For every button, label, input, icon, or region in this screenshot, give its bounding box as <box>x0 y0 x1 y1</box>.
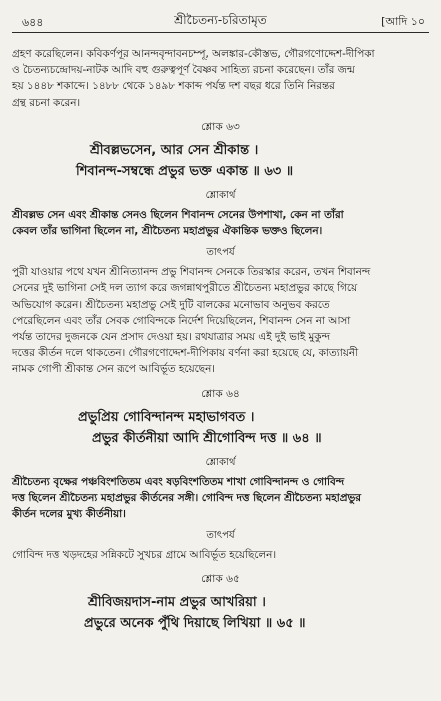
purport-label: তাৎপর্য <box>206 530 235 542</box>
text-line: ও চৈতন্যচন্দ্রোদয়-নাটক আদি বহু গুরুত্বপূর্ণ বৈষ্ণব সাহিত্য রচনা করেছেন। তাঁর জন্ম <box>12 64 355 77</box>
verse-line: শিবানন্দ-সম্বন্ধে প্রভুর ভক্ত একান্ত ॥ ৬৩ ॥ <box>76 163 294 179</box>
purport-line: পর্যন্ত তাদের দুজনকে যেন প্রসাদ দেওয়া হয়। রথযাত্রার সময় এই দুই ভাই মুকুন্দ <box>12 331 330 344</box>
verse-line: প্রভুরে অনেক পুঁথি দিয়াছে লিখিয়া ॥ ৬৫ ॥ <box>84 616 306 632</box>
page-number: ৬৪৪ <box>22 16 44 29</box>
verse-section-65 <box>12 572 429 634</box>
verse-line: শ্রীবিজয়দাস-নাম প্রভুর আখরিয়া । <box>88 595 266 611</box>
translation-line: শ্রীচৈতন্য বৃক্ষের পঞ্চবিংশতিতম এবং ষড়বিংশতিতম শাখা গোবিন্দানন্দ ও গোবিন্দ <box>12 475 345 488</box>
translation-label: শ্লোকার্থ <box>205 456 236 468</box>
text-line: হয় ১৪৪৮ শকাব্দে। ১৪৮৮ থেকে ১৪৯৮ শকাব্দ পর্যন্ত দশ বছর ধরে তিনি নিরন্তর <box>12 80 335 93</box>
verse-section-64 <box>12 387 429 564</box>
translation-line: কেবল তাঁর ভাগিনা ছিলেন না, শ্রীচৈতন্য মহাপ্রভুর ঐকান্তিক ভক্তও ছিলেন। <box>12 225 323 238</box>
purport-line: নামক গোপী শ্রীকান্ত সেন রূপে আবির্ভূত হয়েছেন। <box>12 363 216 376</box>
verse-line: প্রভুপ্রিয় গোবিন্দানন্দ মহাভাগবত । <box>78 409 255 425</box>
verse-heading: শ্লোক ৬৪ <box>201 387 240 400</box>
purport-line: পেরেছিলেন এবং তাঁর সেবক গোবিন্দকে নির্দেশ দিয়েছিলেন, শিবানন্দ সেন না আসা <box>12 314 351 327</box>
purport-line: সেনের দুই ভাগিনা সেই দল ত্যাগ করে জগন্নাথপুরীতে শ্রীচৈতন্য মহাপ্রভুর কাছে গিয়ে <box>12 282 358 295</box>
translation-line: শ্রীবল্লভ সেন এবং শ্রীকান্ত সেনও ছিলেন শিবানন্দ সেনের উপশাখা, কেন না তাঁরা <box>12 208 344 221</box>
verse-line: শ্রীবল্লভসেন, আর সেন শ্রীকান্ত । <box>90 142 259 158</box>
running-title: শ্রীচৈতন্য-চরিতামৃত <box>174 13 267 27</box>
translation-label: শ্লোকার্থ <box>205 189 236 201</box>
text-line: গ্রন্থ রচনা করেন। <box>12 96 81 109</box>
purport-line: অভিযোগ করেন। শ্রীচৈতন্য মহাপ্রভু সেই দুটি বালকের মনোভাব অনুভব করতে <box>12 298 330 311</box>
chapter-marker: [আদি ১০ <box>381 15 425 28</box>
intro-paragraph <box>12 46 429 111</box>
verse-section-63 <box>12 120 429 378</box>
translation-line: কীর্তন দলের মুখ্য কীর্তনীয়া। <box>12 508 126 521</box>
purport-line: পুরী যাওয়ার পথে যখন শ্রীনিত্যানন্দ প্রভু শিবানন্দ সেনকে তিরস্কার করেন, তখন শিবানন্দ <box>12 266 371 279</box>
verse-heading: শ্লোক ৬৩ <box>201 120 240 133</box>
purport-label: তাৎপর্য <box>206 247 235 259</box>
page-header <box>12 6 429 33</box>
purport-line: গোবিন্দ দত্ত খড়দহের সন্নিকটে সুখচর গ্রামে আবির্ভূত হয়েছিলেন। <box>12 549 277 562</box>
text-line: গ্রহণ করেছিলেন। কবিকর্ণপূর আনন্দবৃন্দাবনচম্পূ, অলঙ্কার-কৌস্তভ, গৌরগণোদ্দেশ-দীপিকা <box>12 48 375 60</box>
verse-line: প্রভুর কীর্তনীয়া আদি শ্রীগোবিন্দ দত্ত ॥ ৬৪ ॥ <box>92 430 322 446</box>
purport-line: দত্তের কীর্তন দলে থাকতেন। গৌরগণোদ্দেশ-দীপিকায় বর্ণনা করা হয়েছে যে, কাত্যায়নী <box>12 347 359 360</box>
translation-line: দত্ত ছিলেন শ্রীচৈতন্য মহাপ্রভুর কীর্তনের সঙ্গী। গোবিন্দ দত্ত ছিলেন শ্রীচৈতন্য মহাপ্রভুর <box>12 491 361 504</box>
verse-heading: শ্লোক ৬৫ <box>201 573 240 586</box>
